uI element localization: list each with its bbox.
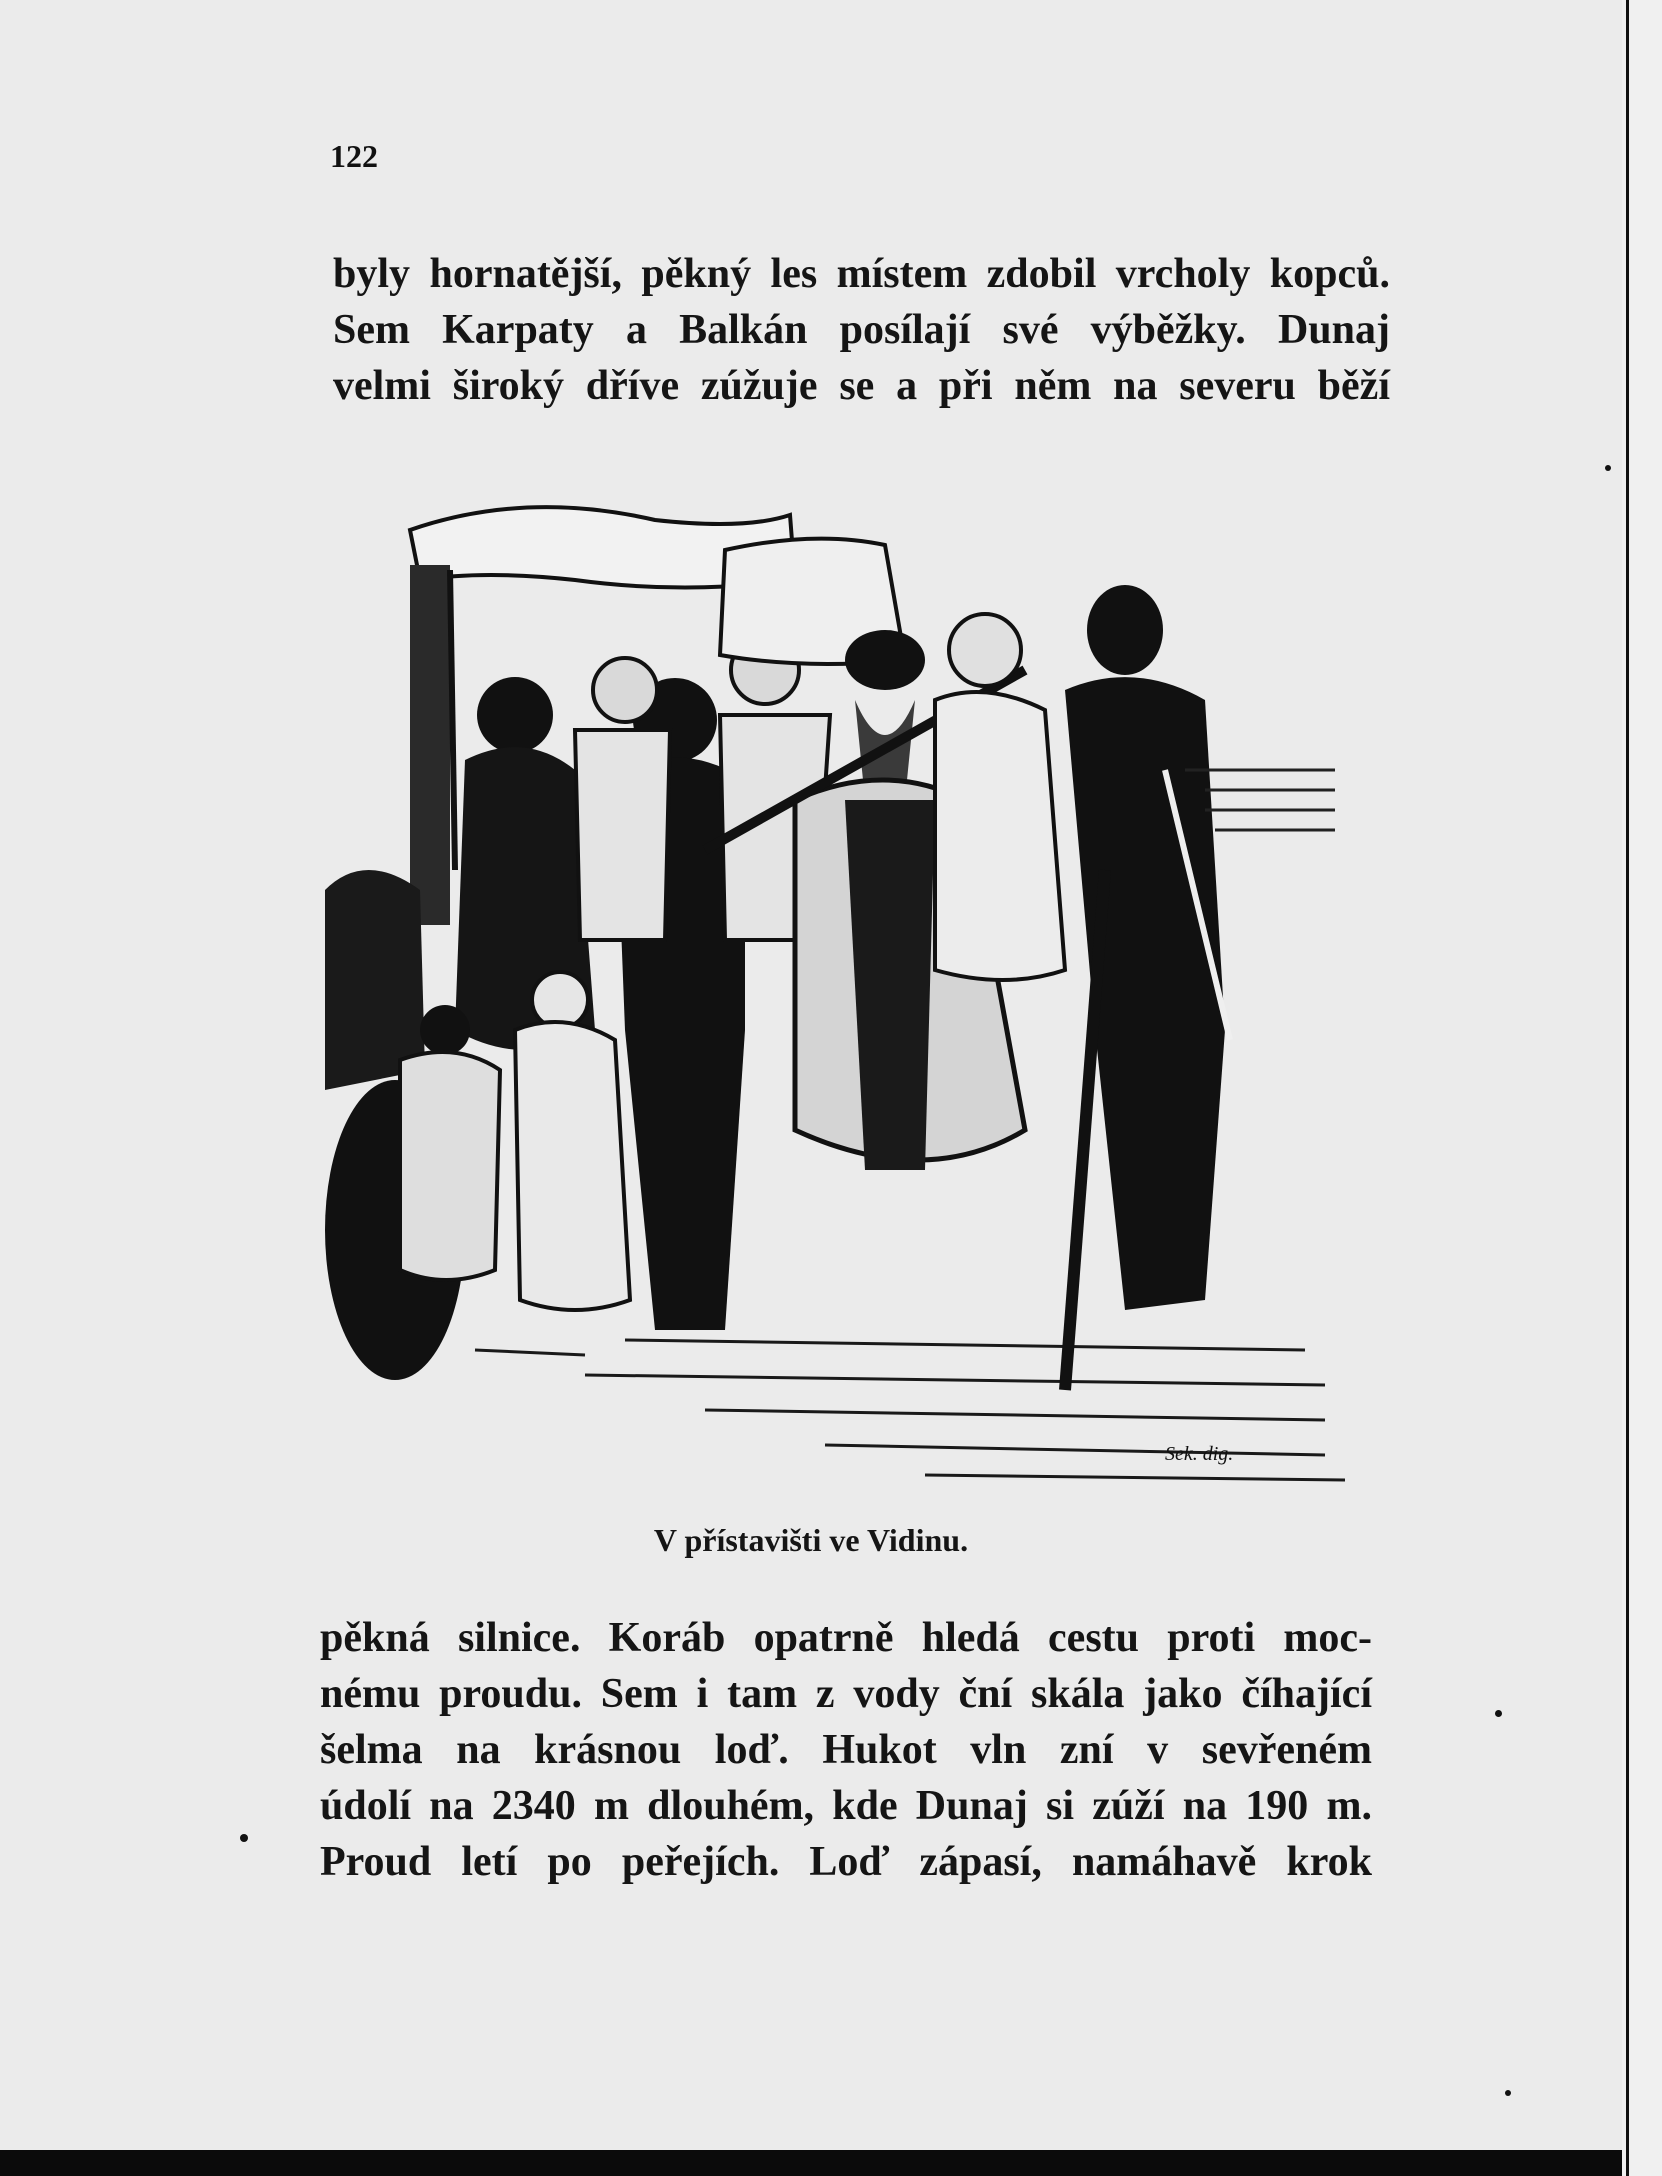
illustration-caption: V přístavišti ve Vidinu. (653, 1522, 969, 1558)
text-line: pěkná silnice. Koráb opatrně hledá cestu proti moc- (320, 1615, 1372, 1661)
ink-speck (1495, 1710, 1502, 1717)
ink-speck (240, 1834, 248, 1842)
text-line: údolí na 2340 m dlouhém, kde Dunaj si zúží na 190 m. (320, 1783, 1372, 1829)
scan-edge-rule (1626, 0, 1629, 2176)
scan-edge (1622, 0, 1662, 2176)
ink-speck (1605, 465, 1611, 471)
page-number: 122 (330, 138, 378, 174)
paragraph-top (333, 246, 1390, 414)
text-line: Proud letí po peřejích. Loď zápasí, namáhavě krok (320, 1839, 1372, 1885)
text-line: šelma na krásnou loď. Hukot vln zní v sevřeném (320, 1727, 1372, 1773)
text-line: Sem Karpaty a Balkán posílají své výběžky. Dunaj (333, 307, 1390, 353)
text-line: velmi široký dříve zúžuje se a při něm na severu běží (333, 363, 1390, 409)
text-line: nému proudu. Sem i tam z vody ční skála jako číhající (320, 1671, 1372, 1717)
paragraph-bottom (320, 1610, 1372, 1890)
artist-signature: Sek. dig. (1165, 1443, 1234, 1465)
text-line: byly hornatější, pěkný les místem zdobil vrcholy kopců. (333, 251, 1390, 297)
engraving-illustration (325, 470, 1345, 1490)
ink-speck (1505, 2090, 1511, 2096)
